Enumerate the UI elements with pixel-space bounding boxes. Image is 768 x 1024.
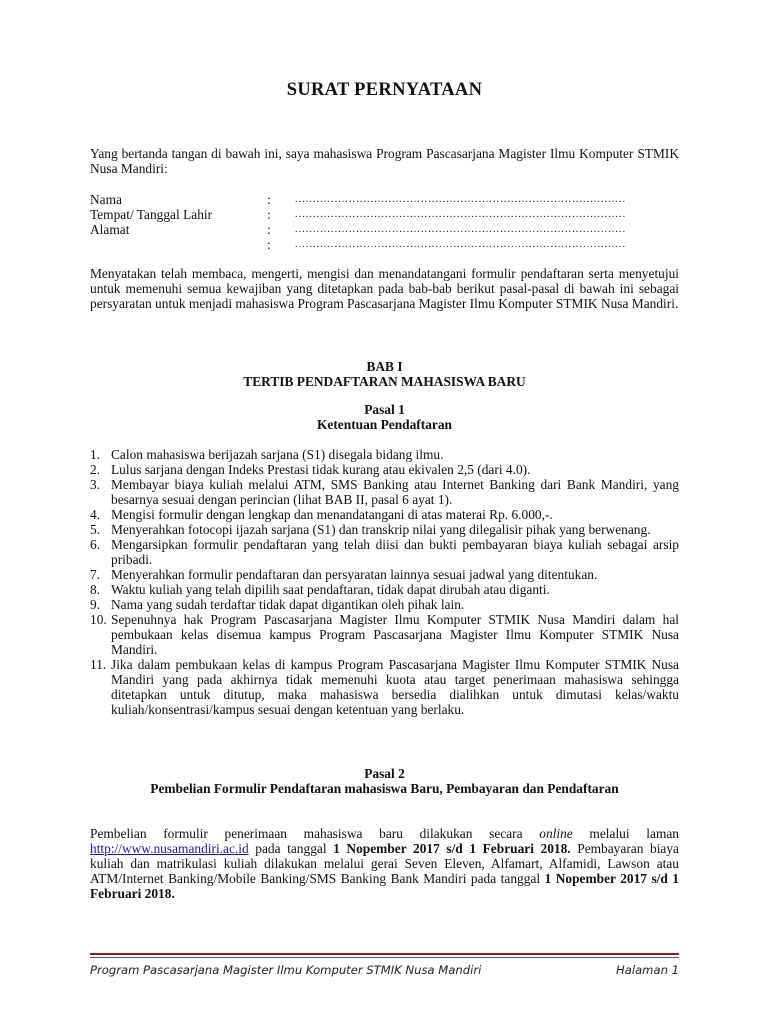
footer-rule-red [90, 953, 679, 955]
purchase-text: Pembayaran biaya kuliah dan matrikulasi kuliah dilakukan melalui gerai Seven Eleven, Alfamart, Alfamidi, Lawson atau ATM/Internet Banking/Mobile Banking/SMS Banking Bank Mandiri pada tanggal [90, 841, 680, 886]
footer-page-number: Halaman 1 [616, 963, 679, 977]
list-number: 10. [90, 612, 107, 627]
list-number: 5. [90, 522, 101, 537]
list-item [90, 537, 679, 567]
list-number: 11. [90, 657, 107, 672]
payment-date-range: 1 Nopember 2017 s/d 1 Februari 2018. [90, 871, 680, 901]
list-number: 8. [90, 582, 101, 597]
online-emphasis: online [539, 826, 573, 841]
list-item [90, 567, 679, 582]
identity-row-birth [90, 207, 679, 222]
list-number: 9. [90, 597, 101, 612]
intro-paragraph: Yang bertanda tangan di bawah ini, saya mahasiswa Program Pascasarjana Magister Ilmu Komputer STMIK Nusa Mandiri: [90, 146, 679, 176]
list-item [90, 477, 679, 507]
list-text: Menyerahkan formulir pendaftaran dan persyaratan lainnya sesuai jadwal yang ditentukan. [111, 567, 598, 582]
purchase-text: Pembelian formulir penerimaan mahasiswa baru dilakukan secara [90, 826, 540, 841]
list-text: Nama yang sudah terdaftar tidak dapat digantikan oleh pihak lain. [111, 597, 465, 612]
footer-institution: Program Pascasarjana Magister Ilmu Komputer STMIK Nusa Mandiri [90, 963, 482, 977]
list-text: Membayar biaya kuliah melalui ATM, SMS Banking atau Internet Banking dari Bank Mandiri, yang besarnya sesuai dengan perincian (lihat BAB II, pasal 6 ayat 1). [111, 477, 679, 507]
list-text: Lulus sarjana dengan Indeks Prestasi tidak kurang atau ekivalen 2,5 (dari 4.0). [111, 462, 531, 477]
purchase-text: melalui laman [572, 826, 679, 841]
purchase-date-range: 1 Nopember 2017 s/d 1 Februari 2018. [333, 841, 571, 856]
identity-colon: : [267, 222, 271, 237]
identity-blank-line: ............................................................................................ [295, 239, 627, 250]
list-text: Mengisi formulir dengan lengkap dan menandatangani di atas materai Rp. 6.000,-. [111, 507, 553, 522]
identity-colon: : [267, 237, 271, 252]
list-item [90, 612, 679, 657]
article-number: Pasal 1 [364, 402, 405, 417]
footer-rule-dark [90, 957, 679, 958]
chapter-title: TERTIB PENDAFTARAN MAHASISWA BARU [243, 374, 526, 389]
identity-colon: : [267, 207, 271, 222]
identity-label: Tempat/ Tanggal Lahir [90, 207, 213, 222]
list-text: Mengarsipkan formulir pendaftaran yang telah diisi dan bukti pembayaran biaya kuliah sebagai arsip pribadi. [111, 537, 679, 567]
page-footer [90, 962, 679, 978]
identity-label: Alamat [90, 222, 130, 237]
list-text: Sepenuhnya hak Program Pascasarjana Magister Ilmu Komputer STMIK Nusa Mandiri dalam hal pembukaan kelas disemua kampus Program Pascasarjana Magister Ilmu Komputer STMIK Nusa Mandiri. [111, 612, 679, 657]
list-item [90, 657, 679, 717]
list-item [90, 582, 679, 597]
article-title: Ketentuan Pendaftaran [316, 417, 453, 432]
statement-paragraph: Menyatakan telah membaca, mengerti, mengisi dan menandatangani formulir pendaftaran serta menyetujui untuk memenuhi semua kewajiban yang ditetapkan pada bab-bab berikut pasal-pasal di bawah ini sebagai persyaratan untuk menjadi mahasiswa Program Pascasarjana Magister Ilmu Komputer STMIK Nusa Mandiri. [90, 266, 679, 311]
article-2-heading [90, 766, 679, 796]
list-text: Waktu kuliah yang telah dipilih saat pendaftaran, tidak dapat dirubah atau diganti. [111, 582, 550, 597]
list-item [90, 597, 679, 612]
list-item [90, 462, 679, 477]
identity-row-address [90, 222, 679, 237]
purchase-text: pada tanggal [248, 841, 334, 856]
purchase-paragraph [90, 826, 679, 901]
list-number: 3. [90, 477, 101, 492]
list-item [90, 447, 679, 462]
list-text: Calon mahasiswa berijazah sarjana (S1) disegala bidang ilmu. [111, 447, 444, 462]
identity-blank-line: ............................................................................................ [295, 194, 627, 205]
website-link[interactable]: http://www.nusamandiri.ac.id [90, 841, 249, 856]
list-number: 7. [90, 567, 101, 582]
chapter-number: BAB I [366, 359, 403, 374]
list-number: 2. [90, 462, 101, 477]
identity-colon: : [267, 192, 271, 207]
list-item [90, 507, 679, 522]
list-number: 1. [90, 447, 101, 462]
list-text: Menyerahkan fotocopi ijazah sarjana (S1) dan transkrip nilai yang dilegalisir pihak yang berwenang. [111, 522, 651, 537]
identity-blank-line: ............................................................................................ [295, 209, 627, 220]
list-text: Jika dalam pembukaan kelas di kampus Program Pascasarjana Magister Ilmu Komputer STMIK Nusa Mandiri yang pada akhirnya tidak memenuhi kuota atau target penerimaan mahasiswa sehingga ditetapkan untuk ditutup, maka mahasiswa bersedia dialihkan untuk dimutasi kelas/waktu kuliah/konsentrasi/kampus sesuai dengan ketentuan yang berlaku. [111, 657, 679, 717]
article-1-heading [90, 402, 679, 432]
list-number: 6. [90, 537, 101, 552]
article-number: Pasal 2 [364, 766, 405, 781]
requirements-list [90, 447, 679, 717]
list-number: 4. [90, 507, 101, 522]
document-title: SURAT PERNYATAAN [286, 80, 483, 100]
chapter-heading [90, 359, 679, 389]
identity-blank-line: ............................................................................................ [295, 224, 627, 235]
identity-form [90, 192, 679, 252]
identity-label: Nama [90, 192, 122, 207]
identity-row-name [90, 192, 679, 207]
article-title: Pembelian Formulir Pendaftaran mahasiswa Baru, Pembayaran dan Pendaftaran [150, 781, 619, 796]
list-item [90, 522, 679, 537]
identity-row-address-cont [90, 237, 679, 252]
